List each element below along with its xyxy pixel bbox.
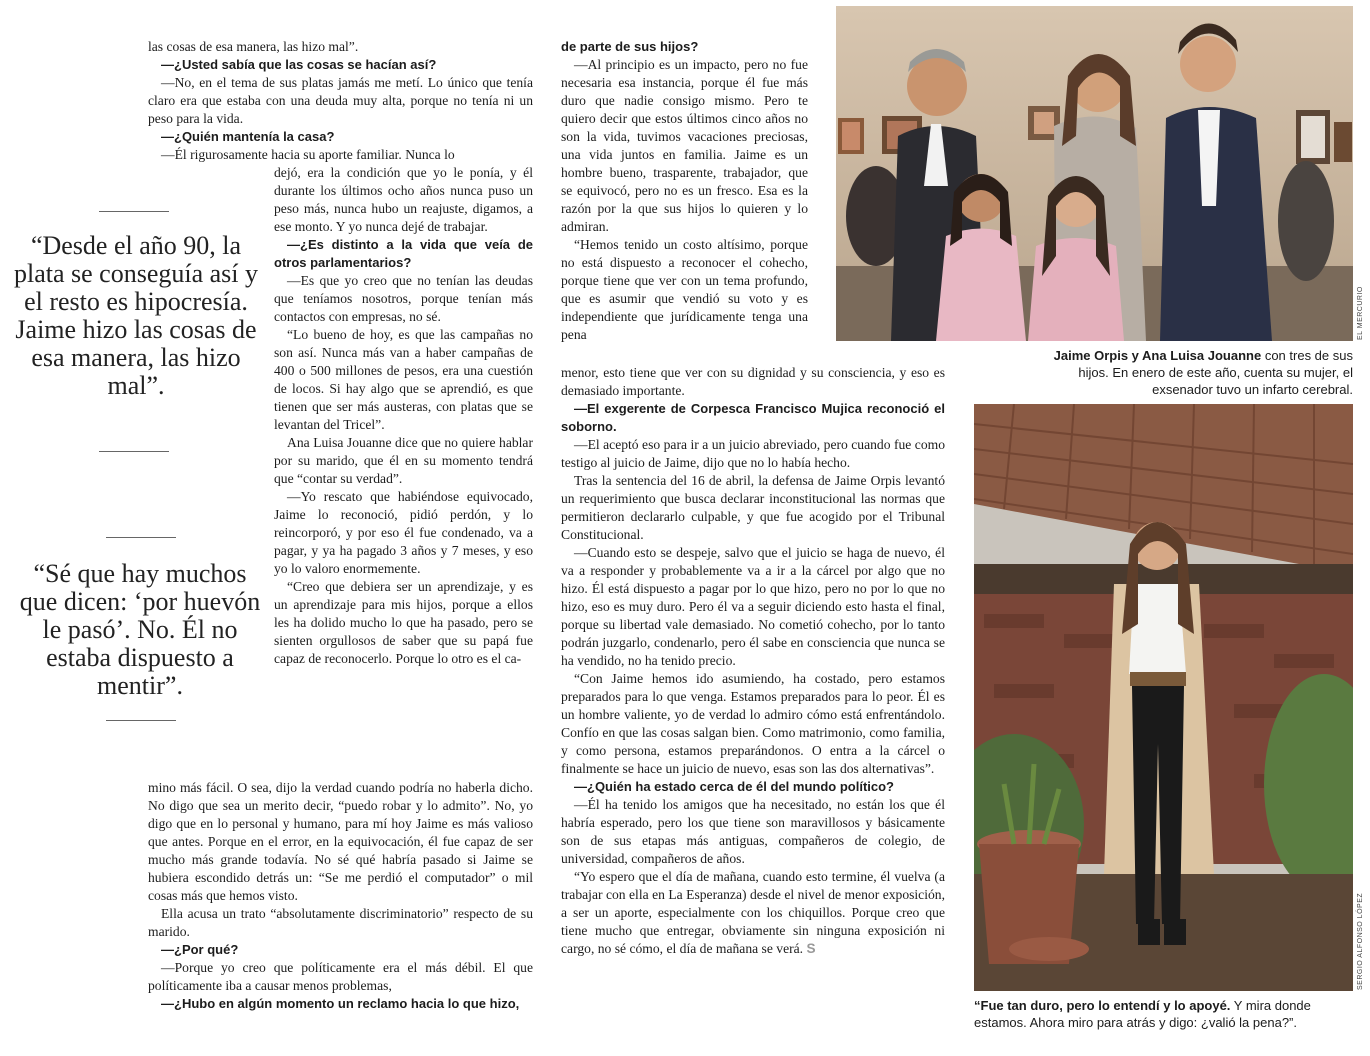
paragraph-text: “Yo espero que el día de mañana, cuando esto termine, él vuelva (a trabajar con ella en La Esperanza) desde el nivel de menor exposición, a ser un aporte, especialmente con los chiquillos. Porque creo que tiene mucho que entregar, obviamente sin ninguna exposición ni cargo, no sé cómo, el día de mañana se verá. [561, 869, 945, 956]
article-column-1-middle [274, 164, 533, 668]
paragraph: dejó, era la condición que yo le ponía, y él durante los últimos ocho años nunca puso un peso más, nunca hubo un reajuste, digamos, a ese monto. Y yo nunca dejé de trabajar. [274, 165, 533, 234]
paragraph: “Con Jaime hemos ido asumiendo, ha costado, pero estamos preparados para lo que venga. Estamos preparados para lo peor. Él es un hombre valiente, yo de verdad lo admiro cómo está enfrentándolo. Confío en que las cosas salgan bien. Como matrimonio, como familia, y como persona, estamos preparándonos. O entra a la cárcel o finalmente se hace un juicio de nuevo, esas son las dos alternativas”. [561, 671, 945, 776]
family-photo [836, 6, 1353, 341]
interview-question: —¿Quién ha estado cerca de él del mundo político? [574, 779, 894, 794]
end-mark: S [806, 941, 816, 956]
pullquote-rule [106, 537, 176, 538]
article-column-2-top [561, 38, 808, 344]
pullquote-rule [99, 211, 169, 212]
paragraph: mino más fácil. O sea, dijo la verdad cuando podría no haberla dicho. No digo que sea un merito decir, “puedo robar y lo admito”. No, yo digo que en lo personal y humano, para mí hoy Jaime es más valioso que antes. Porque en el error, en la equivocación, él fue capaz de ser mucho más grande todavía. No sé qué habría pasado si Jaime se hubiera escondido detrás un: “Se me perdió el computador” o mil cosas más que hemos visto. [148, 780, 533, 903]
caption-bold: “Fue tan duro, pero lo entendí y lo apoyé. [974, 998, 1231, 1013]
photo-credit: SERGIO ALFONSO LÓPEZ [1357, 892, 1364, 990]
caption-text: Y mira donde estamos. Ahora miro para atrás y digo: ¿valió la pena?”. [974, 998, 1311, 1030]
family-photo-caption [1040, 347, 1353, 398]
interview-question: —¿Por qué? [161, 942, 239, 957]
interview-question: —¿Quién mantenía la casa? [161, 129, 335, 144]
portrait-photo [974, 404, 1353, 991]
paragraph: —Yo rescato que habiéndose equivocado, Jaime lo reconoció, pidió perdón, y lo reincorporó, y por eso él fue condenado, va a pagar, y ya ha pagado 3 años y 7 meses, y eso yo lo valoro enormemente. [274, 489, 533, 576]
interview-question: —¿Es distinto a la vida que veía de otros parlamentarios? [274, 237, 533, 270]
paragraph: “Creo que debiera ser un aprendizaje, y es un aprendizaje para mis hijos, porque a ellos les ha dolido mucho lo que ha pasado, pero se sienten orgullosos de saber que su papá fue capaz de reconocerlo. Porque lo otro es el ca- [274, 579, 533, 666]
interview-question: —¿Usted sabía que las cosas se hacían así? [161, 57, 437, 72]
photo-credit: EL MERCURIO [1357, 286, 1364, 340]
interview-question: de parte de sus hijos? [561, 39, 699, 54]
paragraph: —Él ha tenido los amigos que ha necesitado, no están los que él habría esperado, pero los que tiene son maravillosos y básicamente son de sus etapas más antiguas, compañeros de colegio, de universidad, compañeros de años. [561, 797, 945, 866]
article-column-2-bottom [561, 364, 945, 958]
paragraph: —El aceptó eso para ir a un juicio abreviado, pero cuando fue como testigo al juicio de Jaime, dijo que no lo había hecho. [561, 437, 945, 470]
paragraph: —Es que yo creo que no tenían las deudas que teníamos nosotros, porque tenían más contactos con empresas, no sé. [274, 273, 533, 324]
paragraph: —Porque yo creo que políticamente era el más débil. El que políticamente iba a causar menos problemas, [148, 960, 533, 993]
pullquote-rule [106, 720, 176, 721]
paragraph: Tras la sentencia del 16 de abril, la defensa de Jaime Orpis levantó un requerimiento que busca declarar inconstitucional las normas que permitieron declararlo culpable, y que fue acogido por el Tribunal Constitucional. [561, 473, 945, 542]
paragraph: —No, en el tema de sus platas jamás me metí. Lo único que tenía claro era que estaba con una deuda muy alta, porque no tenía ni un peso para la vida. [148, 75, 533, 126]
paragraph: las cosas de esa manera, las hizo mal”. [148, 39, 359, 54]
article-column-1-bottom [148, 779, 533, 1013]
interview-question: —¿Hubo en algún momento un reclamo hacia lo que hizo, [161, 996, 520, 1011]
pullquote-1: “Desde el año 90, la plata se conseguía así y el resto es hipocresía. Jaime hizo las cosas de esa manera, las hizo mal”. [13, 231, 259, 400]
portrait-photo-image [974, 404, 1353, 991]
article-column-1-top [148, 38, 533, 164]
interview-question: —El exgerente de Corpesca Francisco Mujica reconoció el soborno. [561, 401, 945, 434]
paragraph: —Cuando esto se despeje, salvo que el juicio se haga de nuevo, él va a responder y probablemente va a ir a la cárcel por algo que no hizo. Él está dispuesto a pagar por lo que hizo, pero no por lo que no hizo, eso es muy duro. Pero él va a seguir diciendo esto hasta el final, porque su libertad vale demasiado. No cometió cohecho, por lo tanto podrán juzgarlo, condenarlo, pero él sabe en consciencia que nunca se ha vendido, no ha tenido precio. [561, 545, 945, 668]
paragraph: Ana Luisa Jouanne dice que no quiere hablar por su marido, que él en su momento tendrá que “contar su verdad”. [274, 435, 533, 486]
paragraph: menor, esto tiene que ver con su dignidad y su consciencia, y eso es demasiado importante. [561, 365, 945, 398]
caption-bold: Jaime Orpis y Ana Luisa Jouanne [1053, 348, 1262, 363]
paragraph: Ella acusa un trato “absolutamente discriminatorio” respecto de su marido. [148, 906, 533, 939]
paragraph: —Él rigurosamente hacia su aporte familiar. Nunca lo [161, 147, 455, 162]
pullquote-rule [99, 451, 169, 452]
portrait-photo-caption [974, 997, 1353, 1031]
paragraph: —Al principio es un impacto, pero no fue necesaria esa instancia, porque él fue más duro que nadie consigo mismo. Pero te quiero decir que estos últimos cinco años no son la vida, tuvimos vacaciones preciosas, una vida juntos en familia. Jaime es un hombre bueno, trasparente, trabajador, que se equivocó, pero no es un fresco. Esa es la razón por la que sus hijos lo quieren y lo admiran. [561, 57, 808, 234]
family-photo-image [836, 6, 1353, 341]
paragraph: “Lo bueno de hoy, es que las campañas no son así. Nunca más van a haber campañas de 400 o 500 millones de pesos, era una cuestión de locos. Si hay algo que se aprendió, es que tienen que ser más austeras, con platas que se levantan del Tricel”. [274, 327, 533, 432]
pullquote-2: “Sé que hay muchos que dicen: ‘por huevón le pasó’. No. Él no estaba dispuesto a mentir”. [19, 559, 261, 700]
caption-text: con tres de sus hijos. En enero de este año, cuenta su mujer, el exsenador tuvo un infarto cerebral. [1078, 348, 1353, 397]
paragraph [561, 868, 945, 958]
paragraph: “Hemos tenido un costo altísimo, porque no está dispuesto a reconocer el cohecho, porque tiene que ver con un tema profundo, que es asumir que vendió su voto y es independiente que jurídicamente tenga una pena [561, 237, 808, 342]
